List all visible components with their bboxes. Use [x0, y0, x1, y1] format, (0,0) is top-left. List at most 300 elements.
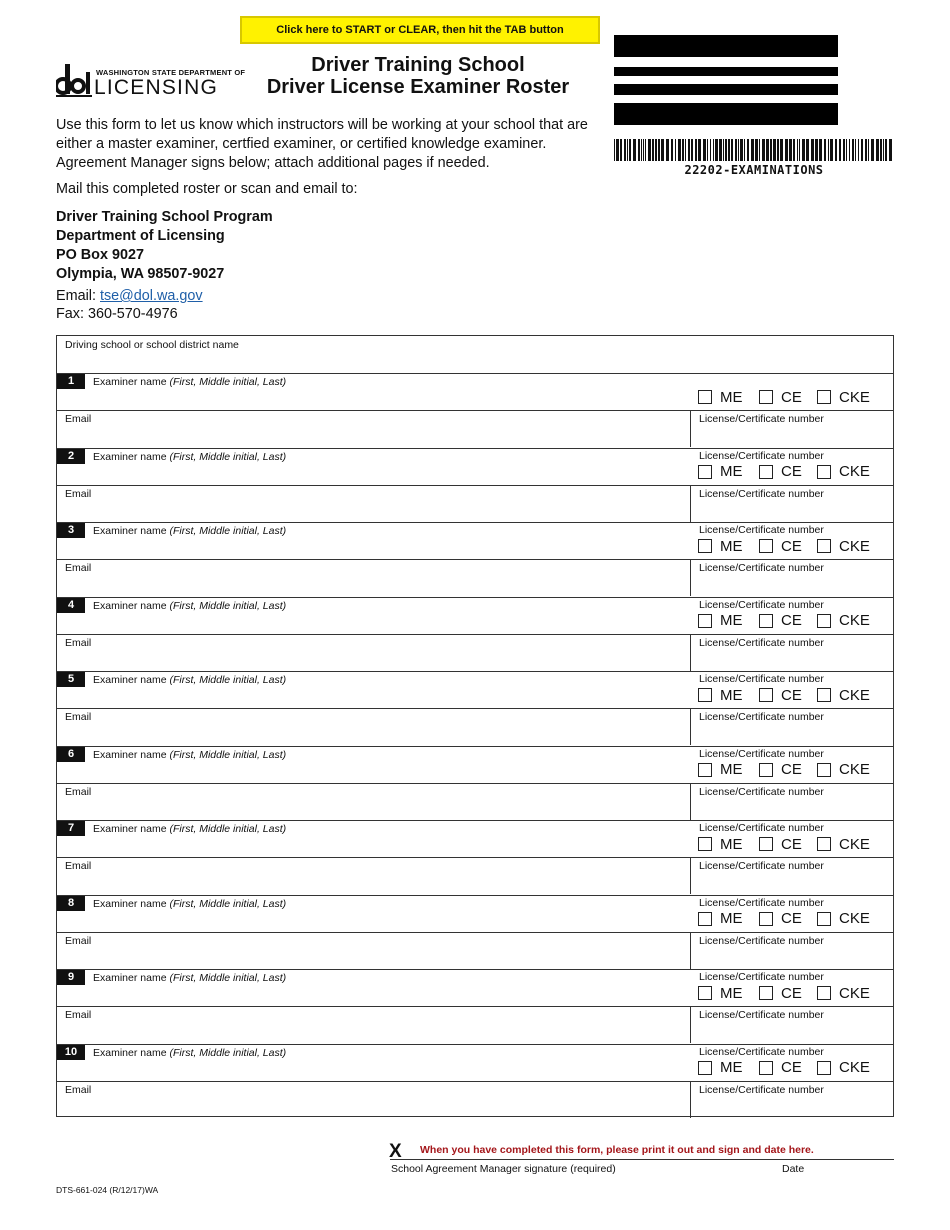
page-title-line1: Driver Training School: [311, 54, 525, 76]
examiner-label-text: Examiner name: [93, 376, 167, 388]
checkbox-box[interactable]: [698, 986, 712, 1000]
barcode-bar: [633, 139, 636, 161]
row-divider: [57, 746, 893, 747]
barcode-bar: [876, 139, 879, 161]
barcode-bar: [865, 139, 867, 161]
examiner-hint-text: (First, Middle initial, Last): [169, 450, 287, 463]
examiner-hint-text: (First, Middle initial, Last): [169, 525, 287, 537]
barcode-bar: [643, 139, 644, 161]
license-number-field[interactable]: [693, 799, 891, 819]
barcode-bar: [735, 139, 737, 161]
barcode-bar: [744, 139, 745, 161]
dol-logo: [56, 62, 246, 99]
checkbox-cke[interactable]: [817, 389, 870, 405]
license-number-label: License/Certificate number: [699, 711, 824, 723]
start-clear-button[interactable]: Click here to START or CLEAR, then hit the TAB button: [240, 16, 600, 44]
license-number-field[interactable]: [693, 873, 891, 893]
checkbox-ce[interactable]: [759, 613, 802, 629]
barcode-bar: [830, 139, 833, 161]
row-divider: [57, 783, 893, 784]
email-label: Email:: [56, 288, 100, 304]
row-number: 7: [57, 821, 85, 836]
examiner-name-field[interactable]: [57, 1060, 677, 1080]
checkbox-label: CKE: [839, 984, 870, 1002]
barcode-bar: [682, 139, 684, 161]
barcode-bar: [620, 139, 622, 161]
examiner-name-field[interactable]: [57, 985, 677, 1005]
email-field[interactable]: [57, 948, 687, 968]
examiner-name-field[interactable]: [57, 687, 677, 707]
row-divider: [57, 671, 893, 672]
row-number: 10: [57, 1045, 85, 1060]
column-divider: [690, 485, 691, 522]
examiner-label-text: Examiner name: [93, 525, 167, 537]
email-label: Email: [65, 1083, 92, 1096]
barcode-bar: [629, 139, 631, 161]
checkbox-ce[interactable]: [759, 836, 802, 852]
redaction-bar: [614, 67, 838, 76]
column-divider: [690, 932, 691, 969]
examiner-name-label: [93, 823, 286, 835]
checkbox-label: CKE: [839, 910, 870, 927]
license-number-label: License/Certificate number: [699, 896, 824, 909]
checkbox-box[interactable]: [817, 614, 831, 628]
checkbox-ce[interactable]: [759, 911, 802, 927]
barcode-bar: [828, 139, 829, 161]
checkbox-cke[interactable]: [817, 687, 870, 703]
email-label: Email: [65, 860, 92, 872]
checkbox-box[interactable]: [698, 539, 712, 553]
checkbox-box[interactable]: [698, 688, 712, 702]
examiner-label-text: Examiner name: [93, 748, 167, 761]
checkbox-label: ME: [720, 1059, 743, 1076]
redaction-bar: [614, 103, 838, 125]
barcode-bar: [773, 139, 776, 161]
logo-licensing-word: LICENSING: [94, 76, 218, 99]
email-field[interactable]: [57, 724, 687, 744]
barcode-bar: [747, 139, 749, 161]
checkbox-label: ME: [720, 761, 743, 778]
contact-fax: Fax: 360-570-4976: [56, 306, 178, 322]
barcode-bar: [695, 139, 697, 161]
barcode-bar: [725, 139, 727, 161]
row-divider: [57, 634, 893, 635]
examiner-hint-text: (First, Middle initial, Last): [169, 823, 287, 835]
checkbox-box[interactable]: [698, 614, 712, 628]
date-label: Date: [782, 1163, 805, 1175]
checkbox-ce[interactable]: [759, 538, 802, 554]
examiner-label-text: Examiner name: [93, 450, 167, 463]
checkbox-box[interactable]: [817, 539, 831, 553]
examiner-name-field[interactable]: [57, 836, 677, 856]
signature-x-mark: X: [389, 1141, 402, 1162]
email-label: Email: [65, 1009, 92, 1021]
column-divider: [690, 559, 691, 596]
checkbox-label: CE: [781, 910, 802, 927]
row-number: 6: [57, 747, 85, 762]
email-field[interactable]: [57, 1097, 687, 1117]
license-number-label: License/Certificate number: [699, 860, 824, 872]
examiner-name-label: [93, 600, 286, 612]
checkbox-box[interactable]: [759, 614, 773, 628]
checkbox-label: CKE: [839, 686, 870, 704]
examiner-hint-text: (First, Middle initial, Last): [169, 599, 287, 612]
email-field[interactable]: [57, 650, 687, 670]
contact-email: [56, 288, 203, 304]
checkbox-me[interactable]: [698, 1060, 743, 1076]
barcode-bar: [885, 139, 887, 161]
checkbox-box[interactable]: [759, 1061, 773, 1075]
checkbox-me[interactable]: [698, 687, 743, 703]
email-label: Email: [65, 785, 92, 798]
barcode-bar: [655, 139, 657, 161]
barcode-bar: [728, 139, 730, 161]
license-number-label: License/Certificate number: [699, 562, 824, 574]
examiner-name-field[interactable]: [57, 464, 677, 484]
barcode-bar: [843, 139, 845, 161]
row-divider: [57, 820, 893, 821]
examiner-name-field[interactable]: [57, 389, 677, 409]
barcode-bar: [624, 139, 626, 161]
mail-instruction: Mail this completed roster or scan and email to:: [56, 181, 358, 197]
examiner-name-label: [93, 972, 286, 984]
barcode-bar: [719, 139, 722, 161]
examiner-label-text: Examiner name: [93, 897, 167, 910]
column-divider: [690, 857, 691, 894]
checkbox-box[interactable]: [698, 837, 712, 851]
email-label: Email: [65, 562, 92, 574]
examiner-label-text: Examiner name: [93, 674, 167, 686]
barcode-bar: [666, 139, 669, 161]
checkbox-box[interactable]: [698, 465, 712, 479]
barcode-bar: [766, 139, 769, 161]
examiner-name-field[interactable]: [57, 911, 677, 931]
examiner-hint-text: (First, Middle initial, Last): [169, 972, 287, 984]
school-name-label: Driving school or school district name: [65, 339, 239, 351]
checkbox-cke[interactable]: [817, 762, 870, 778]
checkbox-label: ME: [720, 463, 743, 480]
checkbox-label: ME: [720, 686, 743, 704]
checkbox-cke[interactable]: [817, 538, 870, 554]
row-number: 3: [57, 523, 85, 538]
barcode-bar: [849, 139, 850, 161]
checkbox-box[interactable]: [817, 837, 831, 851]
checkbox-box[interactable]: [759, 763, 773, 777]
checkbox-ce[interactable]: [759, 1060, 802, 1076]
address-line: Olympia, WA 98507-9027: [56, 266, 225, 282]
barcode-bar: [715, 139, 718, 161]
barcode-bar: [889, 139, 892, 161]
examiner-hint-text: (First, Middle initial, Last): [169, 748, 287, 761]
license-number-field[interactable]: [693, 1022, 891, 1042]
checkbox-label: ME: [720, 910, 743, 927]
examiner-name-label: [93, 1047, 286, 1059]
checkbox-box[interactable]: [698, 763, 712, 777]
row-divider: [57, 485, 893, 486]
examiner-name-label: [93, 898, 286, 910]
email-field[interactable]: [57, 501, 687, 521]
examiner-name-label: [93, 376, 286, 388]
barcode-bar: [780, 139, 783, 161]
email-field[interactable]: [57, 426, 687, 446]
checkbox-box[interactable]: [759, 986, 773, 1000]
checkbox-label: CKE: [839, 463, 870, 480]
email-field[interactable]: [57, 799, 687, 819]
row-number: 2: [57, 449, 85, 464]
checkbox-label: CE: [781, 686, 802, 704]
row-divider: [57, 1081, 893, 1082]
barcode-bar: [671, 139, 673, 161]
license-number-label: License/Certificate number: [699, 785, 824, 798]
barcode-bar: [755, 139, 758, 161]
roster-form: [56, 335, 894, 1117]
email-label: Email: [65, 934, 92, 947]
license-number-label: License/Certificate number: [699, 524, 824, 536]
barcode-bar: [846, 139, 847, 161]
email-label: Email: [65, 487, 92, 500]
license-number-field[interactable]: [693, 724, 891, 744]
checkbox-ce[interactable]: [759, 985, 802, 1001]
checkbox-me[interactable]: [698, 389, 743, 405]
barcode-bar: [868, 139, 869, 161]
email-label: Email: [65, 413, 92, 425]
barcode-bar: [835, 139, 837, 161]
checkbox-box[interactable]: [698, 1061, 712, 1075]
barcode-bar: [852, 139, 854, 161]
checkbox-box[interactable]: [817, 763, 831, 777]
column-divider: [690, 634, 691, 671]
barcode-bar: [751, 139, 754, 161]
barcode-bar: [707, 139, 708, 161]
row-divider: [57, 969, 893, 970]
checkbox-box[interactable]: [817, 912, 831, 926]
barcode-bar: [731, 139, 733, 161]
examiner-label-text: Examiner name: [93, 972, 167, 984]
barcode-bar: [648, 139, 651, 161]
signature-label: School Agreement Manager signature (required): [391, 1163, 616, 1175]
school-name-field[interactable]: [57, 352, 893, 372]
examiner-name-label: [93, 525, 286, 537]
examiner-name-field[interactable]: [57, 538, 677, 558]
examiner-name-field[interactable]: [57, 613, 677, 633]
barcode-bar: [815, 139, 818, 161]
row-number: 5: [57, 672, 85, 687]
row-divider: [57, 857, 893, 858]
checkbox-label: CKE: [839, 537, 870, 555]
license-number-label: License/Certificate number: [699, 487, 824, 500]
barcode-bar: [770, 139, 772, 161]
checkbox-box[interactable]: [759, 912, 773, 926]
examiner-name-label: [93, 674, 286, 686]
checkbox-label: CE: [781, 537, 802, 555]
examiner-label-text: Examiner name: [93, 599, 167, 612]
checkbox-box[interactable]: [759, 390, 773, 404]
barcode-bar: [883, 139, 884, 161]
checkbox-ce[interactable]: [759, 762, 802, 778]
barcode-bar: [824, 139, 826, 161]
barcode-bar: [806, 139, 809, 161]
checkbox-ce[interactable]: [759, 687, 802, 703]
examiner-name-field[interactable]: [57, 762, 677, 782]
barcode-bar: [641, 139, 642, 161]
barcode-bar: [713, 139, 714, 161]
license-number-label: License/Certificate number: [699, 413, 824, 425]
checkbox-box[interactable]: [698, 390, 712, 404]
email-field[interactable]: [57, 1022, 687, 1042]
row-divider: [57, 522, 893, 523]
license-number-field[interactable]: [693, 948, 891, 968]
checkbox-label: CE: [781, 1059, 802, 1076]
license-number-field[interactable]: [693, 1097, 891, 1117]
row-divider: [57, 1006, 893, 1007]
barcode-bar: [797, 139, 798, 161]
checkbox-cke[interactable]: [817, 1060, 870, 1076]
checkbox-box[interactable]: [759, 688, 773, 702]
barcode-bar: [698, 139, 701, 161]
dol-logo-mark: [56, 62, 92, 98]
checkbox-box[interactable]: [817, 465, 831, 479]
checkbox-box[interactable]: [817, 688, 831, 702]
barcode-image: [614, 139, 894, 161]
examiner-hint-text: (First, Middle initial, Last): [169, 1046, 287, 1059]
checkbox-label: CKE: [839, 835, 870, 853]
checkbox-label: CE: [781, 612, 802, 629]
barcode-bar: [661, 139, 664, 161]
signature-note: When you have completed this form, please print it out and sign and date here.: [420, 1144, 814, 1156]
examiner-label-text: Examiner name: [93, 1046, 167, 1059]
barcode-bar: [738, 139, 739, 161]
barcode-bar: [678, 139, 681, 161]
checkbox-ce[interactable]: [759, 464, 802, 480]
redaction-bar: [614, 35, 838, 57]
barcode-bar: [880, 139, 882, 161]
checkbox-cke[interactable]: [817, 464, 870, 480]
license-number-label: License/Certificate number: [699, 822, 824, 834]
examiner-hint-text: (First, Middle initial, Last): [169, 376, 287, 388]
email-field[interactable]: [57, 575, 687, 595]
checkbox-cke[interactable]: [817, 985, 870, 1001]
barcode-bar: [871, 139, 874, 161]
checkbox-box[interactable]: [759, 539, 773, 553]
examiner-hint-text: (First, Middle initial, Last): [169, 674, 287, 686]
column-divider: [690, 410, 691, 447]
checkbox-label: CKE: [839, 388, 870, 406]
barcode-bar: [740, 139, 743, 161]
row-divider: [57, 373, 893, 374]
checkbox-me[interactable]: [698, 538, 743, 554]
checkbox-me[interactable]: [698, 836, 743, 852]
checkbox-box[interactable]: [698, 912, 712, 926]
row-divider: [57, 932, 893, 933]
row-number: 1: [57, 374, 85, 389]
checkbox-box[interactable]: [817, 986, 831, 1000]
checkbox-box[interactable]: [817, 390, 831, 404]
barcode-bar: [811, 139, 814, 161]
address-line: Department of Licensing: [56, 228, 225, 244]
license-number-label: License/Certificate number: [699, 1083, 824, 1096]
checkbox-label: CE: [781, 463, 802, 480]
checkbox-label: ME: [720, 537, 743, 555]
barcode-bar: [858, 139, 859, 161]
checkbox-me[interactable]: [698, 985, 743, 1001]
barcode-bar: [638, 139, 640, 161]
barcode-bar: [710, 139, 711, 161]
barcode-bar: [685, 139, 686, 161]
checkbox-box[interactable]: [759, 837, 773, 851]
barcode-bar: [723, 139, 724, 161]
checkbox-label: CKE: [839, 612, 870, 629]
license-number-label: License/Certificate number: [699, 934, 824, 947]
column-divider: [690, 1006, 691, 1043]
checkbox-me[interactable]: [698, 762, 743, 778]
checkbox-label: CE: [781, 835, 802, 853]
checkbox-label: ME: [720, 984, 743, 1002]
license-number-label: License/Certificate number: [699, 971, 824, 983]
form-code: DTS-661-024 (R/12/17)WA: [56, 1185, 159, 1195]
barcode-bar: [658, 139, 660, 161]
license-number-label: License/Certificate number: [699, 636, 824, 649]
barcode-bar: [785, 139, 788, 161]
column-divider: [690, 783, 691, 820]
license-number-field[interactable]: [693, 575, 891, 595]
checkbox-me[interactable]: [698, 911, 743, 927]
row-number: 4: [57, 598, 85, 613]
checkbox-cke[interactable]: [817, 911, 870, 927]
row-number: 9: [57, 970, 85, 985]
barcode-bar: [861, 139, 863, 161]
checkbox-label: CKE: [839, 1059, 870, 1076]
barcode-bar: [802, 139, 805, 161]
license-number-label: License/Certificate number: [699, 1045, 824, 1058]
license-number-field[interactable]: [693, 650, 891, 670]
mailing-address: [56, 208, 273, 284]
examiner-name-label: [93, 451, 286, 463]
row-divider: [57, 895, 893, 896]
checkbox-ce[interactable]: [759, 389, 802, 405]
checkbox-label: CKE: [839, 761, 870, 778]
checkbox-box[interactable]: [817, 1061, 831, 1075]
email-field[interactable]: [57, 873, 687, 893]
email-link[interactable]: tse@dol.wa.gov: [99, 288, 203, 304]
barcode-bar: [688, 139, 690, 161]
checkbox-cke[interactable]: [817, 836, 870, 852]
checkbox-label: CE: [781, 388, 802, 406]
barcode-bar: [789, 139, 792, 161]
logo-dept-line: WASHINGTON STATE DEPARTMENT OF: [96, 68, 246, 77]
license-number-label: License/Certificate number: [699, 673, 824, 685]
examiner-hint-text: (First, Middle initial, Last): [169, 897, 287, 910]
checkbox-cke[interactable]: [817, 613, 870, 629]
checkbox-me[interactable]: [698, 613, 743, 629]
row-divider: [57, 708, 893, 709]
barcode-bar: [675, 139, 676, 161]
barcode-bar: [793, 139, 795, 161]
row-number: 8: [57, 896, 85, 911]
signature-line: [390, 1159, 894, 1160]
checkbox-box[interactable]: [759, 465, 773, 479]
column-divider: [690, 708, 691, 745]
row-divider: [57, 597, 893, 598]
intro-paragraph: Use this form to let us know which instructors will be working at your school that are either a master examiner, certfied examiner, or certified knowledge examiner. Agreement Manager signs below; attach additional pages if needed.: [56, 117, 588, 171]
barcode-bar: [799, 139, 800, 161]
row-divider: [57, 559, 893, 560]
license-number-label: License/Certificate number: [699, 1009, 824, 1021]
row-divider: [57, 1044, 893, 1045]
barcode-bar: [762, 139, 765, 161]
license-number-field[interactable]: [693, 501, 891, 521]
checkbox-me[interactable]: [698, 464, 743, 480]
license-number-field[interactable]: [693, 426, 891, 446]
